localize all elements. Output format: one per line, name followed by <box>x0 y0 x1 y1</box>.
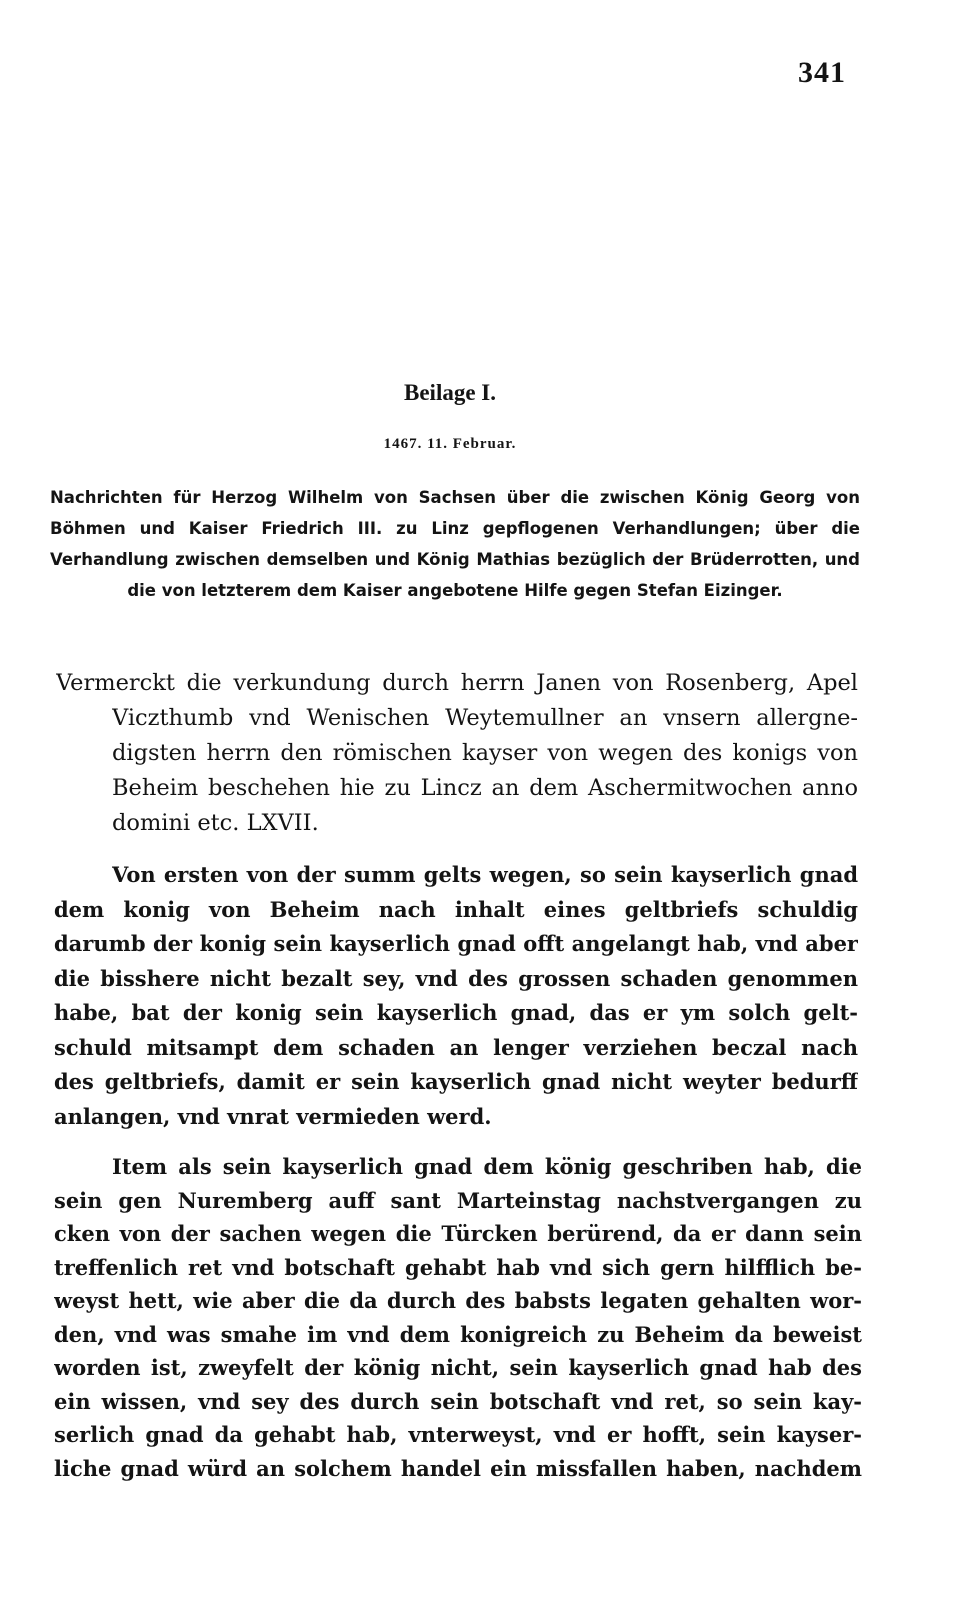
paragraph2-line: serlich gnad da gehabt hab, vnterweyst, vnd er hofft, sein kayser- <box>54 1422 862 1447</box>
paragraph2-line: ein wissen, vnd sey des durch sein botschaft vnd ret, so sein kay- <box>54 1388 862 1414</box>
intro-line: Vermerckt die verkundung durch herrn Janen von Rosenberg, Apel <box>56 670 858 696</box>
paragraph2-line: cken von der sachen wegen die Türcken berürend, da er dann sein <box>54 1221 862 1246</box>
paragraph1-line: Von ersten von der summ gelts wegen, so sein kayserlich gnad <box>112 862 858 887</box>
paragraph1-line: des geltbriefs, damit er sein kayserlich gnad nicht weyter bedurff <box>54 1069 858 1094</box>
paragraph2-line: Item als sein kayserlich gnad dem könig geschriben hab, die <box>112 1154 862 1179</box>
paragraph1-line: anlangen, vnd vnrat vermieden werd. <box>54 1103 492 1129</box>
paragraph1-line: die bisshere nicht bezalt sey, vnd des grossen schaden genommen <box>54 965 858 991</box>
paragraph2-line: worden ist, zweyfelt der könig nicht, sein kayserlich gnad hab des <box>54 1355 862 1380</box>
paragraph1-line: dem konig von Beheim nach inhalt eines geltbriefs schuldig <box>54 896 858 922</box>
document-date: 1467. 11. Februar. <box>383 436 517 452</box>
paragraph1-line: habe, bat der konig sein kayserlich gnad, das er ym solch gelt- <box>54 1000 858 1025</box>
intro-line: Viczthumb vnd Wenischen Weytemullner an vnsern allergne- <box>112 705 858 731</box>
intro-line: digsten herrn den römischen kayser von wegen des konigs von <box>112 740 858 766</box>
paragraph2-line: treffenlich ret vnd botschaft gehabt hab vnd sich gern hilfflich be- <box>54 1254 862 1280</box>
appendix-heading: Beilage I. <box>404 380 496 405</box>
paragraph2-line: sein gen Nuremberg auff sant Marteinstag nachstvergangen zu <box>54 1187 862 1213</box>
intro-line: Beheim beschehen hie zu Lincz an dem Aschermitwochen anno <box>112 775 858 801</box>
paragraph2-line: liche gnad würd an solchem handel ein missfallen haben, nachdem <box>54 1455 862 1481</box>
paragraph1-line: schuld mitsampt dem schaden an lenger verziehen beczal nach <box>54 1034 858 1060</box>
paragraph2-line: weyst hett, wie aber die da durch des babsts legaten gehalten wor- <box>54 1288 862 1313</box>
intro-line: domini etc. LXVII. <box>112 810 319 836</box>
paragraph2-line: den, vnd was smahe im vnd dem konigreich zu Beheim da beweist <box>54 1321 862 1347</box>
page-number: 341 <box>798 56 846 89</box>
paragraph1-line: darumb der konig sein kayserlich gnad offt angelangt hab, vnd aber <box>54 931 858 956</box>
summary-paragraph: Nachrichten für Herzog Wilhelm von Sachsen über die zwischen König Georg von Böhmen und Kaiser Friedrich III. zu Linz gepflogenen Verhandlungen; über die Verhandlung zwischen demselben und König Mathias bezüglich der Brüderrotten, und die von letzterem dem Kaiser angebotene Hilfe gegen Stefan Eizinger. <box>50 488 860 600</box>
